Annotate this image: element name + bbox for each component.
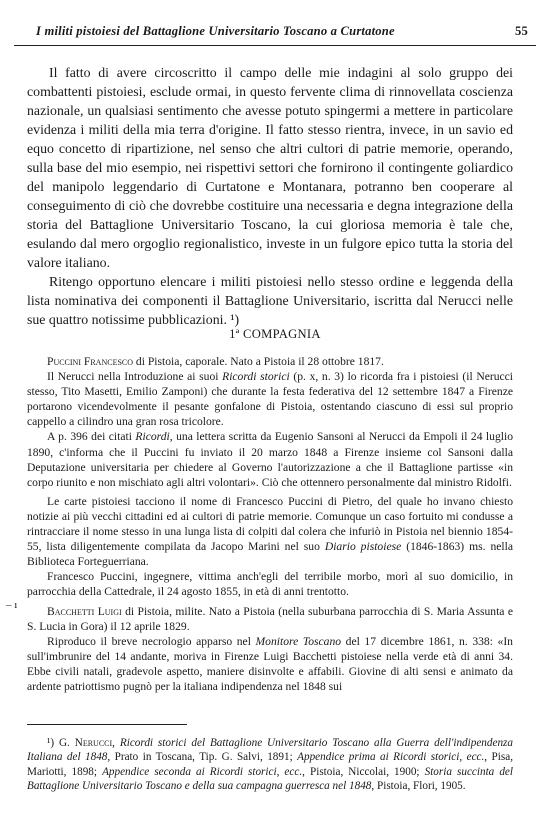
margin-mark: – ı [6,599,18,611]
footnote-text: , Prato in Toscana, Tip. G. Salvi, 1891; [107,751,298,764]
footnote-text: , Pistoia, Niccolai, 1900; [302,765,425,778]
footnote-author: Nerucci [74,737,113,749]
entry-puccini-header [27,354,513,369]
entry-text: Il Nerucci nella Introduzione ai suoi [47,370,223,384]
page-number: 55 [515,24,528,38]
entry-name: Puccini Francesco [47,355,134,368]
entry-paragraph [27,494,513,569]
footnote-italic-text: Ricordi storici del Battaglione Universitario Toscano alla Guerra dell'indipendenza Italiana del 1848 [27,737,513,764]
entry-paragraph: Francesco Puccini, ingegnere, vittima anch'egli del terribile morbo, morì al suo domicilio, in parrocchia della Cattedrale, il 24 agosto 1855, in età di anni trentotto. [27,570,513,599]
entry-paragraph [27,429,513,489]
intro-text [27,63,513,329]
entry-name: Bacchetti Luigi [47,604,122,618]
entry-text: Riproduco il breve necrologio apparso nel [47,634,256,648]
section-heading: 1ª COMPAGNIA [229,327,321,341]
footnote-text: , [112,737,120,749]
entry-text: (1846-1863) ms. nella Biblioteca Forteguerriana. [27,540,513,569]
entry-text: di Pistoia, milite. Nato a Pistoia (nella suburbana parrocchia di S. Maria Assunta e S. Lucia in Gora) il 12 aprile 1829. [27,604,513,633]
entry-text: del 17 dicembre 1861, n. 338: «In sull'imbrunire del 14 andante, moriva in Firenze Luigi Bacchetti pistoiese nella verde età di anni 34. Ebbe civili natali, gradevole aspetto, maniere disinvolte e affabili. Giovine di alti sensi e animato da ardente patriottismo pugnò per la italiana indipendenza nel 1848 sui [27,634,513,693]
footnote-paragraph [27,736,513,794]
footnote-text: , Pistoia, Flori, 1905. [371,780,466,793]
entry-text: Le carte pistoiesi tacciono il nome di Francesco Puccini di Pietro, del quale ho invano chiesto notizie ai più vecchi cittadini ed ai cultori di patrie memorie. Comunque un caso fortuito mi condusse a rintracciare il nome stesso in una lunga lista di colpiti dal colera che infuriò in Pistoia nel biennio 1854-55, lista diligentemente compilata da Jacopo Marini nel suo [27,494,513,554]
entries-list [27,354,513,694]
running-head-title: I militi pistoiesi del Battaglione Universitario Toscano a Curtatone [36,24,395,38]
entry-italic-text: Diario pistoiese [324,540,402,554]
entry-paragraph [27,634,513,694]
running-head [36,24,528,42]
entry-text: , una lettera scritta da Eugenio Sansoni al Nerucci da Empoli il 24 luglio 1890, c'informa che il Puccini fu inviato il 20 marzo 1848 a Firenze insieme col Sansoni dalla Deputazione universitaria per chiedere al Governo l'autorizzazione a che il Battaglione partisse «in corpo riunito e non mischiato agli altri volontari». Ciò che ottennero personalmente dal ministro Ridolfi. [27,430,513,489]
entry-italic-text: Ricordi [135,430,170,444]
entry-bacchetti-header [27,604,513,634]
intro-paragraph-1: Il fatto di avere circoscritto il campo delle mie indagini al solo gruppo dei combattenti pistoiesi, esclude ormai, in questo fervente clima di rinnovellata coscienza nazionale, un qualsiasi sentimento che avesse potuto spingermi a mettere in particolare evidenza i militi della mia terra d'origine. Il fatto stesso rientra, invece, in un savio ed equo concetto di ripartizione, nel senso che altri cultori di patrie memorie, operando, sulla base del mio esempio, nei rispettivi settori che fornirono il contingente goliardico del manipolo leggendario di Curtatone e Montanara, potranno ben cooperare al conseguimento di ciò che dovrebbe costituire una necessaria e degna integrazione della storia del Battaglione Universitario Toscano, la cui gloriosa memoria è tale che, esulando dal mero orgoglio regionalistico, investe in un fulgore epico tutta la storia del valore italiano. [27,65,513,270]
footnote-marker: ¹) G. [47,737,75,749]
footnote-italic-text: Appendice seconda ai Ricordi storici, ecc. [102,765,303,778]
entry-text: A p. 396 dei citati [47,430,136,444]
entry-italic-text: Ricordi storici [222,370,290,384]
footnote-italic-text: Appendice prima ai Ricordi storici, ecc. [297,751,485,764]
intro-paragraph-2: Ritengo opportuno elencare i militi pistoiesi nello stesso ordine e leggenda della lista nominativa dei componenti il Battaglione Universitario, iscritta dal Nerucci nelle sue quattro notissime pubblicazioni. ¹) [27,274,513,327]
header-rule [14,45,536,46]
footnote-text: , Pisa, Mariotti, 1898; [27,751,513,778]
footnote-rule [27,724,187,725]
entry-italic-text: Monitore Toscano [255,634,342,648]
entry-text: (p. x, n. 3) lo ricorda fra i pistoiesi (il Nerucci stesso, Tito Masetti, Emilio Zamponi) che durante la festa federativa del 12 settembre 1847 a Firenze portarono vicendevolmente il pesante gonfalone di Pistoia, ostentando ciascuno di essi sul proprio cappello a cilindro una gran rosa tricolore. [27,370,514,429]
footnote-italic-text: Storia succinta del Battaglione Universitario Toscano e della sua campagna guerresca nel 1848 [27,765,514,793]
entry-text: di Pistoia, caporale. Nato a Pistoia il 28 ottobre 1817. [133,355,384,368]
entry-paragraph [27,369,513,429]
footnote [27,736,513,794]
